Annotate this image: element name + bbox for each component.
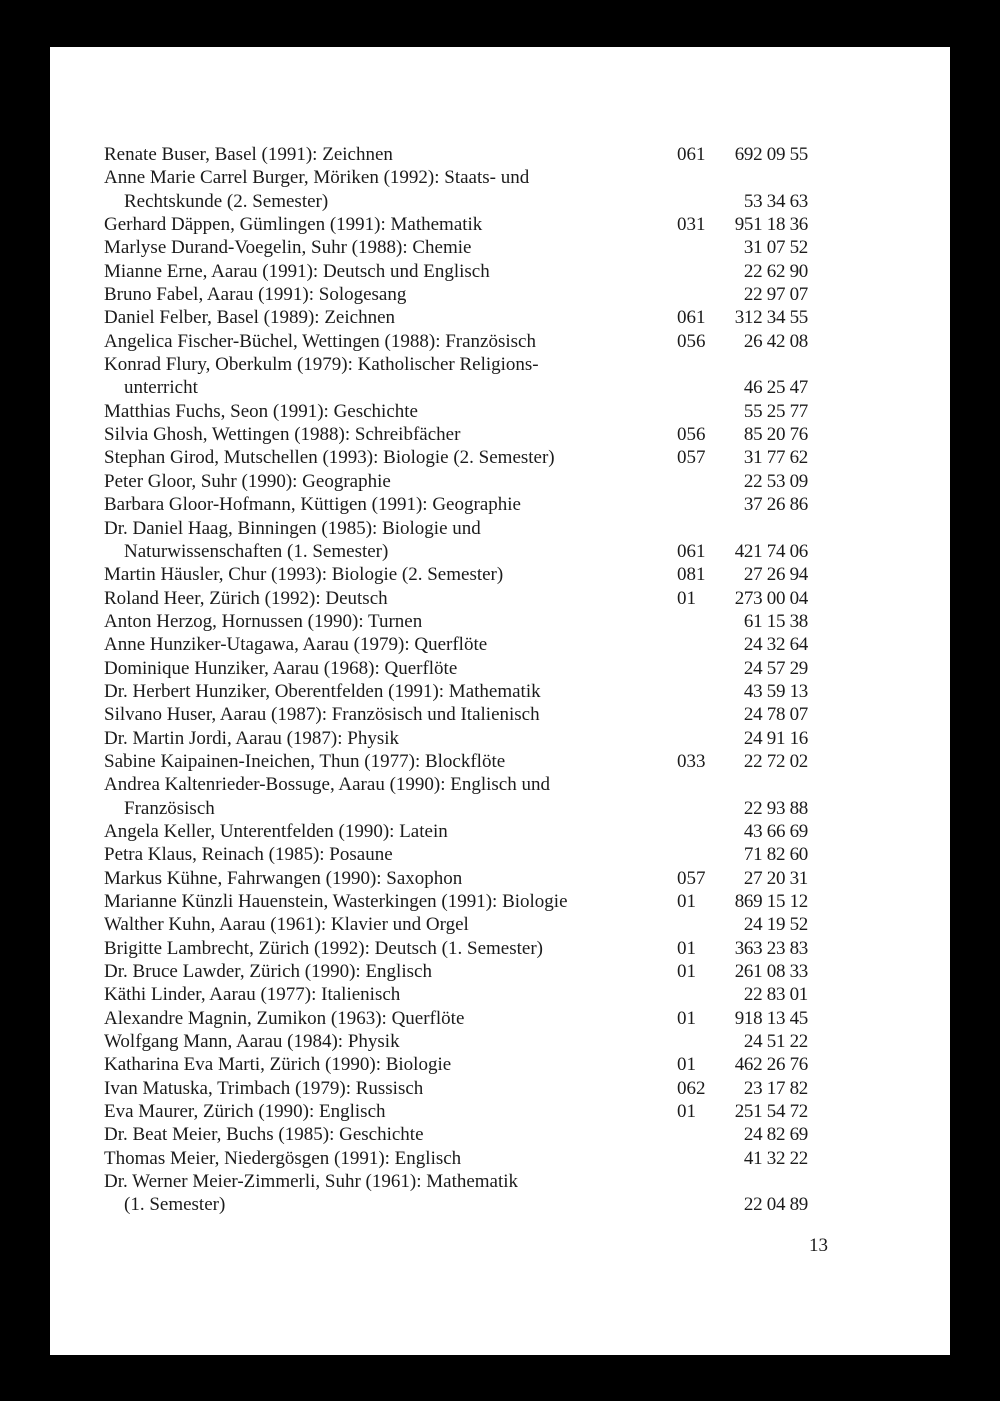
phone-number: 53 34 63 <box>743 190 808 212</box>
directory-entry <box>104 1100 808 1123</box>
entry-description: Dr. Bruce Lawder, Zürich (1990): Englisch <box>104 961 432 983</box>
entry-text <box>104 1053 808 1076</box>
phone-number: 55 25 77 <box>743 400 808 422</box>
phone-area-code: 01 <box>677 1054 696 1076</box>
phone-area-code: 01 <box>677 891 696 912</box>
directory-entry <box>104 867 808 890</box>
entry-description: Marianne Künzli Hauenstein, Wasterkingen (1991): Biologie <box>104 891 568 912</box>
entry-description: unterricht <box>124 377 198 399</box>
phone-area-code: 061 <box>677 307 706 329</box>
entry-description: Roland Heer, Zürich (1992): Deutsch <box>104 587 388 609</box>
entry-description: Silvano Huser, Aarau (1987): Französisch und Italienisch <box>104 704 540 726</box>
page-number: 13 <box>809 1235 828 1256</box>
directory-entry <box>104 937 808 960</box>
directory-entry <box>104 820 808 843</box>
directory-entry <box>104 1030 808 1053</box>
entry-text <box>104 680 808 703</box>
phone-number: 312 34 55 <box>734 307 808 329</box>
phone-number: 37 26 86 <box>743 494 808 516</box>
entry-text-continuation <box>104 797 808 820</box>
phone-area-code: 01 <box>677 937 696 959</box>
entry-description: Anne Hunziker-Utagawa, Aarau (1979): Querflöte <box>104 634 488 656</box>
directory-entry <box>104 913 808 936</box>
directory-entry <box>104 260 808 283</box>
entry-text <box>104 236 808 259</box>
entry-description: Marlyse Durand-Voegelin, Suhr (1988): Chemie <box>104 237 472 259</box>
entry-description: Barbara Gloor-Hofmann, Küttigen (1991): Geographie <box>104 494 521 516</box>
entry-description: Andrea Kaltenrieder-Bossuge, Aarau (1990): Englisch und <box>104 774 550 796</box>
entry-text <box>104 306 808 329</box>
directory-entry <box>104 960 808 983</box>
entry-description: Angelica Fischer-Büchel, Wettingen (1988): Französisch <box>104 330 536 352</box>
entry-text <box>104 1170 808 1193</box>
directory-entry <box>104 166 808 213</box>
entry-description: Französisch <box>124 797 215 819</box>
entry-description: Dr. Beat Meier, Buchs (1985): Geschichte <box>104 1124 424 1146</box>
entry-description: Dr. Martin Jordi, Aarau (1987): Physik <box>104 727 400 749</box>
entry-text <box>104 703 808 726</box>
directory-entry <box>104 236 808 259</box>
entry-text <box>104 353 808 376</box>
entry-text-continuation <box>104 1193 808 1216</box>
entry-description: Anton Herzog, Hornussen (1990): Turnen <box>104 610 423 632</box>
phone-area-code: 057 <box>677 867 706 889</box>
entry-description: Walther Kuhn, Aarau (1961): Klavier und Orgel <box>104 914 469 936</box>
entry-text <box>104 937 808 960</box>
phone-area-code: 062 <box>677 1077 706 1099</box>
directory-entry <box>104 1170 808 1217</box>
entry-description: Dominique Hunziker, Aarau (1968): Querflöte <box>104 657 458 679</box>
phone-area-code: 057 <box>677 447 706 469</box>
entry-text <box>104 400 808 423</box>
entry-description: Alexandre Magnin, Zumikon (1963): Querflöte <box>104 1007 465 1029</box>
directory-entry <box>104 400 808 423</box>
entry-text-continuation <box>104 540 808 563</box>
directory-entry <box>104 1123 808 1146</box>
directory-entry <box>104 1077 808 1100</box>
entry-description: Dr. Werner Meier-Zimmerli, Suhr (1961): Mathematik <box>104 1171 519 1193</box>
directory-entry <box>104 493 808 516</box>
entry-description: Silvia Ghosh, Wettingen (1988): Schreibfächer <box>104 424 461 446</box>
phone-number: 61 15 38 <box>743 610 808 632</box>
directory-entry <box>104 563 808 586</box>
entry-text <box>104 166 808 189</box>
entry-description: Konrad Flury, Oberkulm (1979): Katholischer Religions- <box>104 354 539 376</box>
phone-number: 462 26 76 <box>734 1054 808 1076</box>
directory-entry <box>104 283 808 306</box>
phone-number: 24 78 07 <box>743 704 808 726</box>
phone-number: 31 07 52 <box>743 237 808 259</box>
phone-number: 22 72 02 <box>743 750 808 772</box>
directory-entry <box>104 727 808 750</box>
entry-text <box>104 1100 808 1123</box>
entry-description: Anne Marie Carrel Burger, Möriken (1992): Staats- und <box>104 167 530 189</box>
entry-description: (1. Semester) <box>124 1194 226 1216</box>
phone-number: 27 20 31 <box>743 867 808 889</box>
directory-entry <box>104 470 808 493</box>
phone-number: 951 18 36 <box>734 214 808 236</box>
entry-text <box>104 1123 808 1146</box>
entry-text <box>104 913 808 936</box>
entry-description: Rechtskunde (2. Semester) <box>124 190 329 212</box>
directory-entry <box>104 610 808 633</box>
entry-description: Sabine Kaipainen-Ineichen, Thun (1977): Blockflöte <box>104 750 506 772</box>
entry-text <box>104 446 808 469</box>
phone-number: 22 97 07 <box>743 284 808 306</box>
entry-description: Angela Keller, Unterentfelden (1990): Latein <box>104 820 448 842</box>
directory-entry <box>104 213 808 236</box>
entry-text <box>104 493 808 516</box>
phone-number: 31 77 62 <box>743 447 808 469</box>
entry-description: Renate Buser, Basel (1991): Zeichnen <box>104 144 393 165</box>
entry-description: Mianne Erne, Aarau (1991): Deutsch und Englisch <box>104 260 490 282</box>
phone-area-code: 01 <box>677 587 696 609</box>
entry-text <box>104 517 808 540</box>
entry-text <box>104 470 808 493</box>
entry-text <box>104 820 808 843</box>
directory-entry <box>104 330 808 353</box>
phone-number: 41 32 22 <box>743 1147 808 1169</box>
phone-number: 24 57 29 <box>743 657 808 679</box>
entry-text <box>104 773 808 796</box>
entry-description: Thomas Meier, Niedergösgen (1991): Englisch <box>104 1147 462 1169</box>
entry-text <box>104 213 808 236</box>
entry-description: Wolfgang Mann, Aarau (1984): Physik <box>104 1031 400 1053</box>
directory-entry <box>104 983 808 1006</box>
entry-description: Naturwissenschaften (1. Semester) <box>124 540 389 562</box>
phone-area-code: 056 <box>677 424 706 446</box>
entry-text <box>104 633 808 656</box>
phone-number: 24 91 16 <box>743 727 808 749</box>
phone-area-code: 081 <box>677 564 706 586</box>
directory-entry <box>104 1053 808 1076</box>
entry-text <box>104 1147 808 1170</box>
phone-area-code: 01 <box>677 1007 696 1029</box>
entry-text <box>104 1007 808 1030</box>
phone-number: 85 20 76 <box>743 424 808 446</box>
phone-number: 26 42 08 <box>743 330 808 352</box>
entry-text <box>104 587 808 610</box>
phone-area-code: 056 <box>677 330 706 352</box>
phone-number: 27 26 94 <box>743 564 808 586</box>
directory-entry <box>104 353 808 400</box>
teacher-directory-list <box>104 143 808 1217</box>
phone-number: 22 53 09 <box>743 470 808 492</box>
entry-text <box>104 1077 808 1100</box>
phone-area-code: 031 <box>677 214 706 236</box>
phone-number: 22 83 01 <box>743 984 808 1006</box>
phone-number: 363 23 83 <box>734 937 808 959</box>
entry-text <box>104 610 808 633</box>
phone-area-code: 061 <box>677 144 706 165</box>
phone-area-code: 061 <box>677 540 706 562</box>
phone-number: 251 54 72 <box>734 1101 808 1123</box>
phone-number: 24 51 22 <box>743 1031 808 1053</box>
entry-text <box>104 960 808 983</box>
entry-description: Matthias Fuchs, Seon (1991): Geschichte <box>104 400 418 422</box>
directory-entry <box>104 680 808 703</box>
entry-description: Bruno Fabel, Aarau (1991): Sologesang <box>104 284 407 306</box>
directory-entry <box>104 843 808 866</box>
entry-description: Martin Häusler, Chur (1993): Biologie (2. Semester) <box>104 564 504 586</box>
phone-area-code: 033 <box>677 750 706 772</box>
directory-entry <box>104 633 808 656</box>
entry-description: Stephan Girod, Mutschellen (1993): Biologie (2. Semester) <box>104 447 555 469</box>
phone-number: 692 09 55 <box>734 144 808 165</box>
entry-text <box>104 563 808 586</box>
entry-text-continuation <box>104 190 808 213</box>
directory-entry <box>104 657 808 680</box>
entry-description: Dr. Daniel Haag, Binningen (1985): Biologie und <box>104 517 481 539</box>
directory-entry <box>104 703 808 726</box>
directory-entry <box>104 587 808 610</box>
entry-text-continuation <box>104 376 808 399</box>
phone-number: 273 00 04 <box>734 587 808 609</box>
phone-number: 46 25 47 <box>743 377 808 399</box>
phone-area-code: 01 <box>677 1101 696 1123</box>
entry-description: Käthi Linder, Aarau (1977): Italienisch <box>104 984 401 1006</box>
phone-number: 43 59 13 <box>743 680 808 702</box>
entry-text <box>104 750 808 773</box>
directory-entry <box>104 143 808 166</box>
phone-number: 22 04 89 <box>743 1194 808 1216</box>
directory-entry <box>104 306 808 329</box>
phone-number: 43 66 69 <box>743 820 808 842</box>
entry-text <box>104 330 808 353</box>
entry-description: Petra Klaus, Reinach (1985): Posaune <box>104 844 393 866</box>
entry-text <box>104 890 808 913</box>
phone-area-code: 01 <box>677 961 696 983</box>
directory-entry <box>104 423 808 446</box>
entry-description: Peter Gloor, Suhr (1990): Geographie <box>104 470 391 492</box>
entry-text <box>104 423 808 446</box>
directory-entry <box>104 517 808 564</box>
directory-entry <box>104 446 808 469</box>
entry-description: Daniel Felber, Basel (1989): Zeichnen <box>104 307 396 329</box>
entry-description: Ivan Matuska, Trimbach (1979): Russisch <box>104 1077 424 1099</box>
phone-number: 24 82 69 <box>743 1124 808 1146</box>
entry-text <box>104 1030 808 1053</box>
phone-number: 869 15 12 <box>734 891 808 912</box>
directory-entry <box>104 1147 808 1170</box>
phone-number: 421 74 06 <box>734 540 808 562</box>
phone-number: 71 82 60 <box>743 844 808 866</box>
document-page <box>50 47 950 1355</box>
phone-number: 24 19 52 <box>743 914 808 936</box>
entry-text <box>104 143 808 166</box>
entry-description: Gerhard Däppen, Gümlingen (1991): Mathematik <box>104 214 483 236</box>
entry-description: Katharina Eva Marti, Zürich (1990): Biologie <box>104 1054 452 1076</box>
directory-entry <box>104 890 808 913</box>
phone-number: 261 08 33 <box>734 961 808 983</box>
phone-number: 22 62 90 <box>743 260 808 282</box>
entry-description: Brigitte Lambrecht, Zürich (1992): Deutsch (1. Semester) <box>104 937 543 959</box>
entry-text <box>104 983 808 1006</box>
directory-entry <box>104 773 808 820</box>
entry-description: Markus Kühne, Fahrwangen (1990): Saxophon <box>104 867 463 889</box>
entry-text <box>104 843 808 866</box>
entry-text <box>104 727 808 750</box>
directory-entry <box>104 750 808 773</box>
phone-number: 24 32 64 <box>743 634 808 656</box>
entry-text <box>104 867 808 890</box>
entry-text <box>104 657 808 680</box>
phone-number: 22 93 88 <box>743 797 808 819</box>
entry-text <box>104 260 808 283</box>
directory-entry <box>104 1007 808 1030</box>
entry-text <box>104 283 808 306</box>
phone-number: 918 13 45 <box>734 1007 808 1029</box>
entry-description: Dr. Herbert Hunziker, Oberentfelden (1991): Mathematik <box>104 680 541 702</box>
phone-number: 23 17 82 <box>743 1077 808 1099</box>
entry-description: Eva Maurer, Zürich (1990): Englisch <box>104 1101 386 1123</box>
